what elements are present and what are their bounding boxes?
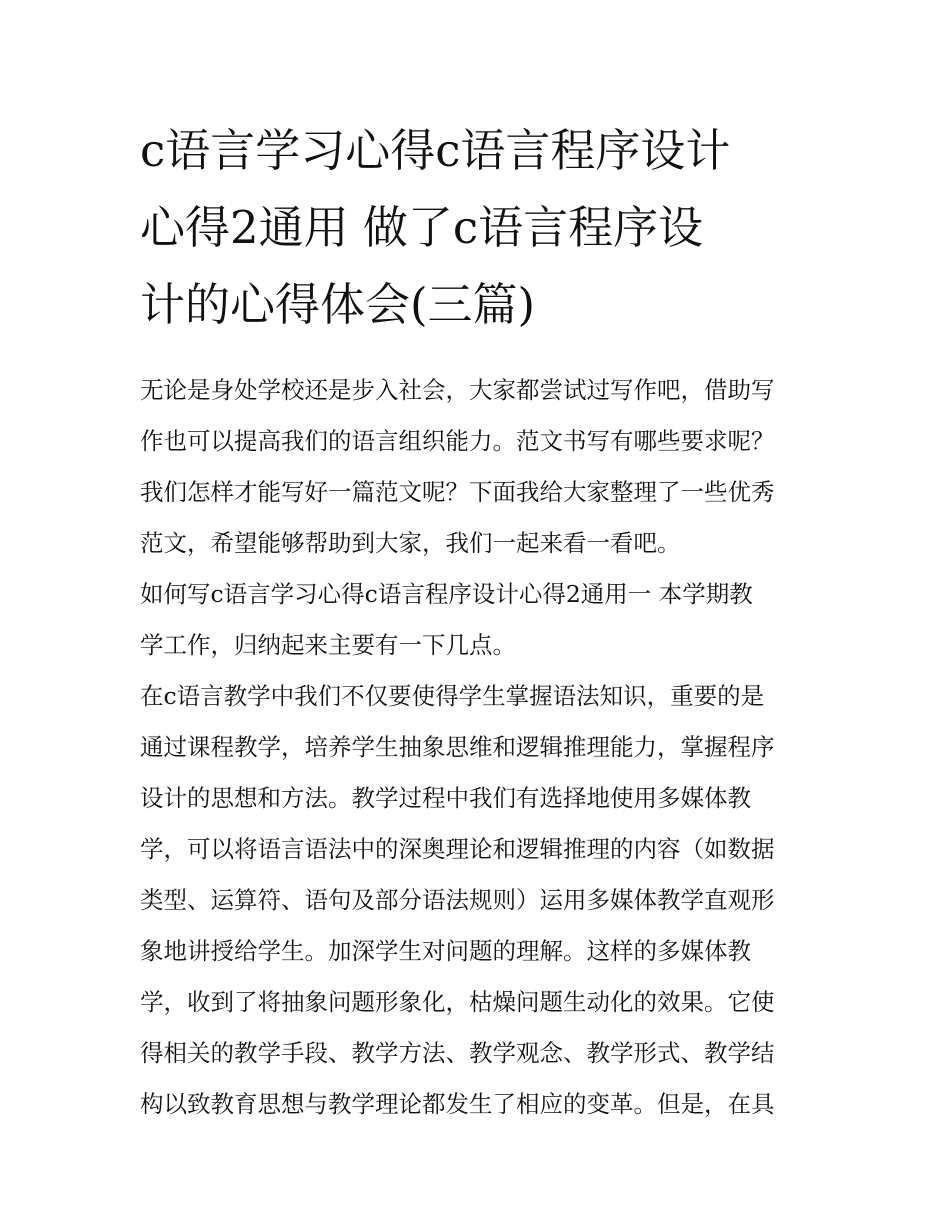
paragraph-line: 设计的思想和方法。教学过程中我们有选择地使用多媒体教	[140, 784, 751, 812]
paragraph-line: 我们怎样才能写好一篇范文呢？下面我给大家整理了一些优秀	[140, 478, 775, 506]
paragraph-line: 范文，希望能够帮助到大家，我们一起来看一看吧。	[140, 529, 681, 557]
paragraph-line: 如何写c语言学习心得c语言程序设计心得2通用一 本学期教	[140, 580, 753, 608]
paragraph-line: 作也可以提高我们的语言组织能力。范文书写有哪些要求呢？	[140, 427, 775, 455]
paragraph-main	[140, 671, 812, 1130]
paragraph-line: 构以致教育思想与教学理论都发生了相应的变革。但是，在具	[140, 1090, 775, 1118]
paragraph-line: 在c语言教学中我们不仅要使得学生掌握语法知识，重要的是	[140, 682, 765, 710]
title-line: 计的心得体会(三篇)	[140, 278, 536, 331]
paragraph-line: 学，收到了将抽象问题形象化，枯燥问题生动化的效果。它使	[140, 988, 775, 1016]
title-line: 心得2通用 做了c语言程序设	[140, 201, 704, 254]
document-body	[140, 365, 812, 1130]
document-page	[140, 112, 812, 1130]
paragraph-line: 学，可以将语言语法中的深奥理论和逻辑推理的内容（如数据	[140, 835, 775, 863]
paragraph-line: 象地讲授给学生。加深学生对问题的理解。这样的多媒体教	[140, 937, 751, 965]
paragraph-intro	[140, 365, 812, 569]
paragraph-line: 得相关的教学手段、教学方法、教学观念、教学形式、教学结	[140, 1039, 775, 1067]
paragraph-line: 通过课程教学，培养学生抽象思维和逻辑推理能力，掌握程序	[140, 733, 775, 761]
paragraph-line: 无论是身处学校还是步入社会，大家都尝试过写作吧，借助写	[140, 376, 775, 404]
paragraph-line: 学工作，归纳起来主要有一下几点。	[140, 631, 516, 659]
document-title	[140, 112, 812, 343]
title-line: c语言学习心得c语言程序设计	[140, 124, 731, 177]
paragraph-line: 类型、运算符、语句及部分语法规则）运用多媒体教学直观形	[140, 886, 775, 914]
paragraph-heading	[140, 569, 812, 671]
